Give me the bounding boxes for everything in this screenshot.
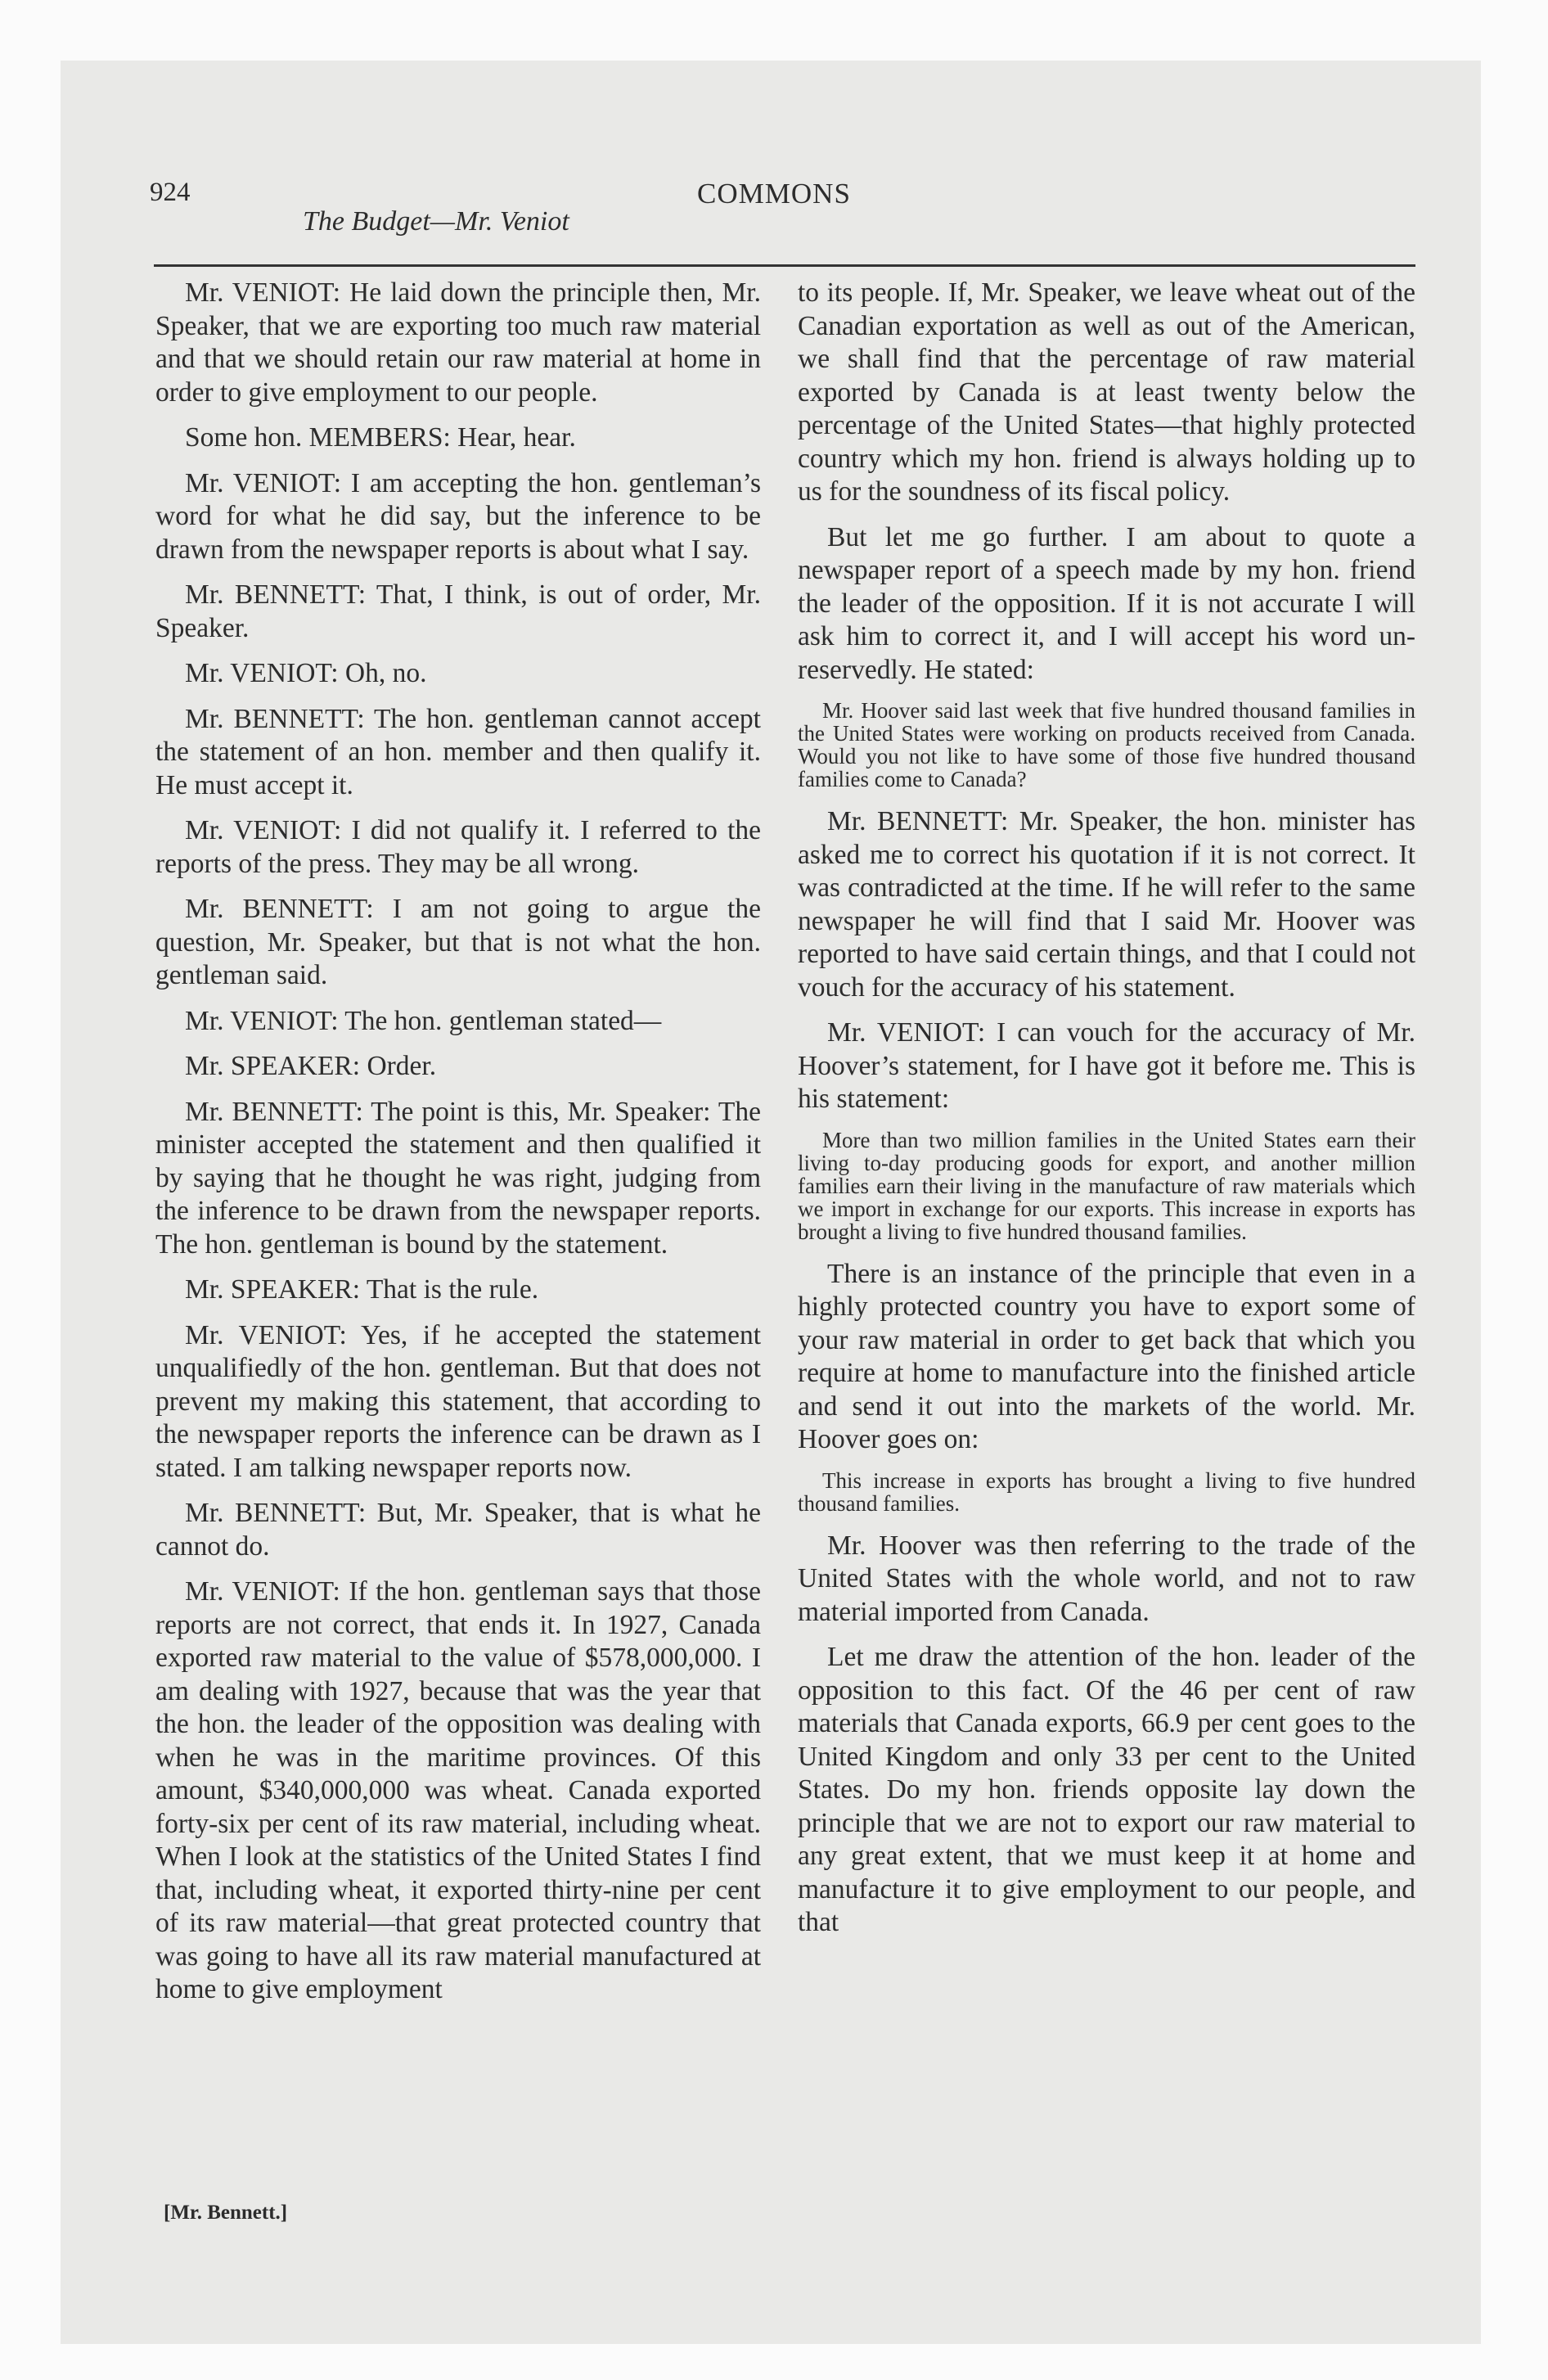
running-title: The Budget—Mr. Veniot — [303, 206, 569, 237]
page-number: 924 — [150, 178, 191, 207]
paragraph: Mr. Hoover was then referring to the trade of the United States with the whole world, and not to raw material imported from Canada. — [798, 1530, 1415, 1627]
paragraph: Mr. VENIOT: The hon. gentleman stated— — [185, 1005, 662, 1036]
paragraph: Mr. BENNETT: I am not going to argue the question, Mr. Speaker, but that is not what the hon. gentleman said. — [155, 894, 761, 990]
paragraph: Mr. BENNETT: The point is this, Mr. Speaker: The minister accepted the statement and then qualified it by saying that he thought he was right, judging from the inference to be drawn from the newspaper reports. The hon. gentleman is bound by the statement. — [155, 1096, 761, 1260]
paragraph: Mr. VENIOT: If the hon. gentleman says that those reports are not correct, that ends it. In 1927, Canada exported raw material to the value of $578,000,000. I am dealing with 1927, because that was the year that the hon. the leader of the opposition was dealing with when he was in the maritime provinces. Of this amount, $340,000,000 was wheat. Canada exported forty-six per cent of its raw material, including wheat. When I look at the statistics of the United States I find that, including wheat, it exported thirty-nine per cent of its raw material—that great protected country that was going to have all its raw material manufactured at home to give employment — [155, 1576, 761, 2004]
paragraph: Mr. VENIOT: I am accepting the hon. gentleman’s word for what he did say, but the inference to be drawn from the newspaper reports is about what I say. — [155, 467, 761, 565]
paragraph: to its people. If, Mr. Speaker, we leave wheat out of the Canadian exportation as well as out of the American, we shall find that the percentage of raw material exported by Canada is at least twenty below the percentage of the United States—that highly protected country which my hon. friend is always holding up to us for the soundness of its fiscal policy. — [798, 277, 1415, 507]
house-title: COMMONS — [697, 178, 851, 210]
paragraph: Mr. SPEAKER: That is the rule. — [185, 1274, 539, 1305]
paragraph: Mr. BENNETT: Mr. Speaker, the hon. minister has asked me to correct his quotation if it is not correct. It was contradicted at the time. If he will refer to the same newspaper he will find that I said Mr. Hoover was reported to have said certain things, and that I could not vouch for the accuracy of his statement. — [798, 806, 1415, 1003]
block-quote: This increase in exports has brought a living to five hundred thousand families. — [798, 1467, 1415, 1516]
block-quote: Mr. Hoover said last week that five hundred thousand families in the United States were working on products received from Canada. Would you not like to have some of those five hundred thousand families come to Canada? — [798, 698, 1415, 791]
paragraph: Mr. BENNETT: But, Mr. Speaker, that is what he cannot do. — [155, 1498, 761, 1562]
paragraph: Mr. VENIOT: I did not qualify it. I referred to the reports of the press. They may be all wrong. — [155, 815, 761, 879]
paragraph: Mr. VENIOT: I can vouch for the accuracy of Mr. Hoover’s statement, for I have got it before me. This is his statement: — [798, 1017, 1415, 1114]
paragraph: Mr. VENIOT: Oh, no. — [185, 658, 427, 688]
paragraph: Mr. BENNETT: The hon. gentleman cannot accept the statement of an hon. member and then qualify it. He must accept it. — [155, 703, 761, 800]
paragraph: There is an instance of the principle that even in a highly protected country you have to export some of your raw material in order to get back that which you require at home to manufacture into the finished article and send it out into the markets of the world. Mr. Hoover goes on: — [798, 1258, 1415, 1454]
right-column — [798, 277, 1415, 1952]
block-quote: More than two million families in the United States earn their living to-day producing goods for export, and another million families earn their living in the manufacture of raw materials which we import in exchange for our exports. This increase in exports has brought a living to five hundred thousand families. — [798, 1127, 1415, 1244]
left-column — [155, 277, 761, 2019]
header-rule — [154, 264, 1415, 267]
paragraph: But let me go further. I am about to quote a newspaper report of a speech made by my hon. friend the leader of the opposition. If it is not accurate I will ask him to correct it, and I will accept his word unreservedly. He stated: — [798, 521, 1415, 685]
paragraph: Some hon. MEMBERS: Hear, hear. — [185, 422, 576, 453]
paragraph: Mr. BENNETT: That, I think, is out of order, Mr. Speaker. — [155, 579, 761, 643]
paragraph: Let me draw the attention of the hon. leader of the opposition to this fact. Of the 46 per cent of raw materials that Canada exports, 66.9 per cent goes to the United Kingdom and only 33 per cent to the United States. Do my hon. friends opposite lay down the principle that we are not to export our raw material to any great extent, that we must keep it at home and manufacture it to give employment to our people, and that — [798, 1642, 1415, 1937]
paragraph: Mr. SPEAKER: Order. — [185, 1051, 437, 1081]
footer-speaker-note: [Mr. Bennett.] — [164, 2202, 288, 2224]
paragraph: Mr. VENIOT: He laid down the principle then, Mr. Speaker, that we are exporting too much raw material and that we should retain our raw material at home in order to give employment to our people. — [155, 277, 761, 408]
paragraph: Mr. VENIOT: Yes, if he accepted the statement unqualifiedly of the hon. gentleman. But that does not prevent my making this statement, that according to the newspaper reports the inference can be drawn as I stated. I am talking newspaper reports now. — [155, 1319, 761, 1483]
